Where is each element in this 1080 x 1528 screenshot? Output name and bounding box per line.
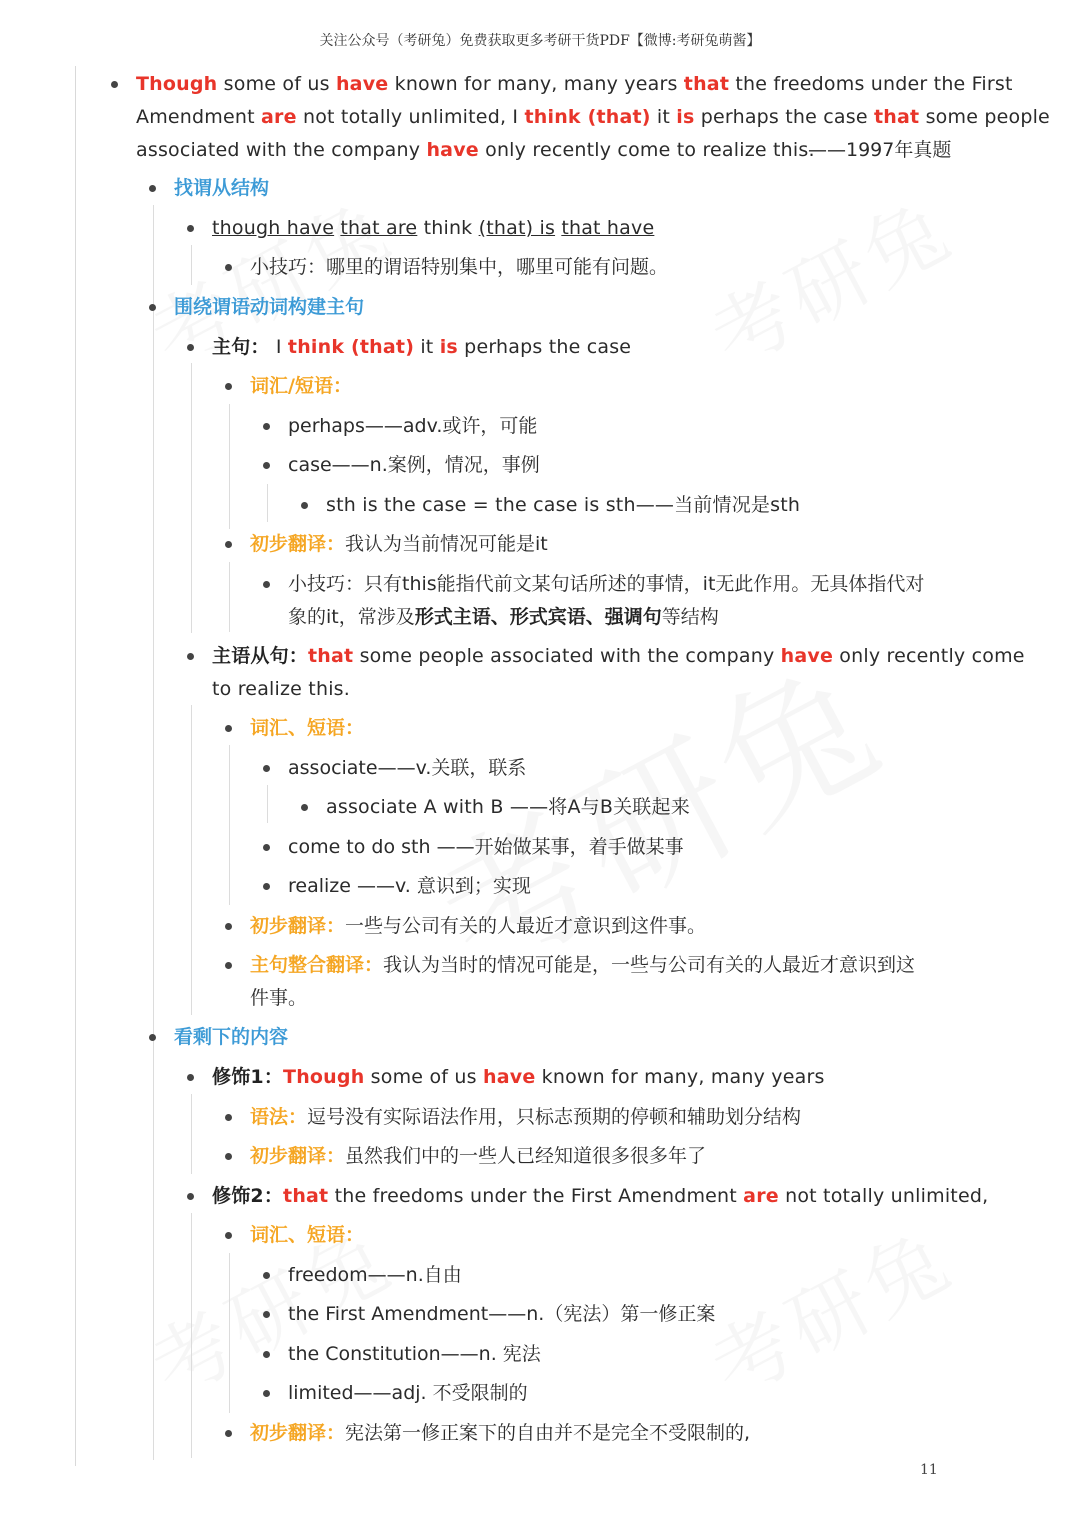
label: 主句整合翻译： bbox=[250, 954, 384, 976]
sentence-line-2 bbox=[136, 101, 1050, 134]
keyword: that bbox=[283, 1185, 329, 1207]
keyword: think (that) bbox=[524, 106, 651, 128]
combined-translation-line-1 bbox=[250, 949, 915, 982]
text: 一些与公司有关的人最近才意识到这件事。 bbox=[345, 915, 707, 937]
bullet bbox=[225, 1232, 232, 1239]
indent-guide bbox=[267, 484, 268, 522]
main-clause bbox=[212, 331, 631, 364]
text: associated with the company bbox=[136, 139, 427, 161]
bullet bbox=[263, 1311, 270, 1318]
text: 我认为当时的情况可能是，一些与公司有关的人最近才意识到这 bbox=[383, 954, 916, 976]
bullet bbox=[225, 725, 232, 732]
page-header: 关注公众号（考研兔）免费获取更多考研干货PDF【微博:考研兔萌酱】 bbox=[319, 33, 761, 49]
bullet bbox=[187, 344, 194, 351]
vocab-item: freedom——n.自由 bbox=[288, 1264, 462, 1286]
combined-translation-line-2: 件事。 bbox=[250, 987, 308, 1009]
keyword: that bbox=[874, 106, 920, 128]
bullet bbox=[263, 581, 270, 588]
bullet bbox=[301, 502, 308, 509]
underlined-verbs: though have bbox=[212, 217, 335, 239]
bullet bbox=[225, 923, 232, 930]
bullet bbox=[225, 383, 232, 390]
bullet bbox=[301, 804, 308, 811]
indent-guide bbox=[229, 404, 230, 529]
text: perhaps the case bbox=[694, 106, 875, 128]
section-title: 看剩下的内容 bbox=[174, 1026, 289, 1048]
bullet bbox=[149, 1034, 156, 1041]
vocab-item: case——n.案例，情况，事例 bbox=[288, 454, 540, 476]
text: some people associated with the company bbox=[353, 645, 781, 667]
grammar-note bbox=[250, 1101, 801, 1134]
vocab-label: 词汇、短语： bbox=[250, 1224, 365, 1246]
keyword: are bbox=[261, 106, 297, 128]
text: some of us bbox=[364, 1066, 483, 1088]
text: it bbox=[414, 336, 440, 358]
bullet bbox=[225, 1153, 232, 1160]
bullet bbox=[263, 1272, 270, 1279]
indent-guide bbox=[267, 785, 268, 823]
bullet bbox=[263, 423, 270, 430]
modifier-2 bbox=[212, 1180, 988, 1213]
bullet bbox=[225, 264, 232, 271]
text: think bbox=[417, 217, 479, 239]
text: not totally unlimited, I bbox=[296, 106, 525, 128]
verb-structure bbox=[212, 212, 654, 245]
bullet bbox=[263, 883, 270, 890]
indent-guide bbox=[153, 205, 154, 1460]
label: 初步翻译： bbox=[250, 915, 346, 937]
bullet bbox=[263, 1390, 270, 1397]
bullet bbox=[225, 541, 232, 548]
bullet bbox=[263, 765, 270, 772]
keyword: have bbox=[780, 645, 834, 667]
bullet bbox=[149, 304, 156, 311]
label: 主句： bbox=[212, 336, 270, 358]
label: 初步翻译： bbox=[250, 1145, 346, 1167]
vocab-item: come to do sth ——开始做某事，着手做某事 bbox=[288, 836, 684, 858]
label: 初步翻译： bbox=[250, 533, 346, 555]
text: I bbox=[269, 336, 288, 358]
underlined-verbs: that are bbox=[340, 217, 418, 239]
keyword: have bbox=[335, 73, 389, 95]
vocab-item: realize ——v. 意识到；实现 bbox=[288, 875, 531, 897]
keyword: think (that) bbox=[287, 336, 415, 358]
text: only recently come bbox=[833, 645, 1025, 667]
label: 主语从句： bbox=[212, 645, 309, 667]
tip: 小技巧：哪里的谓语特别集中，哪里可能有问题。 bbox=[250, 256, 669, 278]
bullet bbox=[263, 1351, 270, 1358]
underlined-verbs: (that) is bbox=[478, 217, 556, 239]
indent-guide bbox=[191, 1213, 192, 1458]
bullet bbox=[187, 225, 194, 232]
vocab-subitem: sth is the case = the case is sth——当前情况是sth bbox=[326, 494, 801, 516]
text: 虽然我们中的一些人已经知道很多很多年了 bbox=[345, 1145, 707, 1167]
text: the freedoms under the First Amendment bbox=[328, 1185, 744, 1207]
text: 我认为当前情况可能是it bbox=[345, 533, 548, 555]
page-number: 11 bbox=[920, 1462, 938, 1478]
keyword: Though bbox=[136, 73, 218, 95]
vocab-item: limited——adj. 不受限制的 bbox=[288, 1382, 528, 1404]
text: some people bbox=[919, 106, 1050, 128]
text: 象的it，常涉及 bbox=[288, 606, 415, 628]
indent-guide bbox=[229, 562, 230, 632]
tip-line-2 bbox=[288, 601, 719, 634]
translation bbox=[250, 528, 548, 561]
vocab-label: 词汇、短语： bbox=[250, 717, 365, 739]
label: 修饰2： bbox=[212, 1185, 284, 1207]
keyword: Though bbox=[283, 1066, 365, 1088]
text: 等结构 bbox=[661, 606, 719, 628]
bullet bbox=[225, 962, 232, 969]
text: known for many, many years bbox=[388, 73, 684, 95]
bullet bbox=[187, 1193, 194, 1200]
text: known for many, many years bbox=[535, 1066, 825, 1088]
keyword: are bbox=[743, 1185, 779, 1207]
text: 逗号没有实际语法作用，只标志预期的停顿和辅助划分结构 bbox=[307, 1106, 802, 1128]
indent-guide bbox=[191, 1094, 192, 1174]
bullet bbox=[225, 1114, 232, 1121]
underlined-verbs: that have bbox=[561, 217, 655, 239]
vocab-item: perhaps——adv.或许，可能 bbox=[288, 415, 538, 437]
indent-guide bbox=[191, 705, 192, 1015]
label: 语法： bbox=[250, 1106, 308, 1128]
bullet bbox=[111, 81, 118, 88]
vocab-item: the First Amendment——n.（宪法）第一修正案 bbox=[288, 1303, 716, 1325]
section-title: 找谓从结构 bbox=[174, 177, 270, 199]
translation bbox=[250, 1140, 706, 1173]
sentence-line-1 bbox=[136, 68, 1013, 101]
section-title: 围绕谓语动词构建主句 bbox=[174, 296, 365, 318]
bullet bbox=[187, 1074, 194, 1081]
text: only recently come to realize this. bbox=[478, 139, 815, 161]
indent-guide bbox=[191, 245, 192, 285]
bullet bbox=[149, 185, 156, 192]
text: some of us bbox=[217, 73, 336, 95]
bullet bbox=[263, 462, 270, 469]
text: Amendment bbox=[136, 106, 262, 128]
text: 宪法第一修正案下的自由并不是完全不受限制的, bbox=[345, 1422, 751, 1444]
text: perhaps the case bbox=[457, 336, 632, 358]
sentence-line-3 bbox=[136, 134, 815, 167]
keyword: have bbox=[482, 1066, 536, 1088]
keyword: have bbox=[426, 139, 479, 161]
bullet bbox=[187, 653, 194, 660]
keyword: that bbox=[683, 73, 730, 95]
text: not totally unlimited, bbox=[778, 1185, 989, 1207]
subject-clause-line-1 bbox=[212, 640, 1025, 673]
modifier-1 bbox=[212, 1061, 825, 1094]
indent-guide bbox=[191, 363, 192, 633]
indent-guide bbox=[229, 745, 230, 905]
keyword: is bbox=[676, 106, 695, 128]
keyword: that bbox=[308, 645, 354, 667]
vocab-label: 词汇/短语： bbox=[250, 375, 352, 397]
text: the freedoms under the First bbox=[729, 73, 1013, 95]
sentence-source: ——1997年真题 bbox=[808, 139, 952, 161]
emphasis: 形式主语、形式宾语、强调句 bbox=[414, 606, 662, 628]
vocab-item: the Constitution——n. 宪法 bbox=[288, 1343, 541, 1365]
bullet bbox=[263, 844, 270, 851]
label: 初步翻译： bbox=[250, 1422, 346, 1444]
indent-guide bbox=[229, 1253, 230, 1413]
text: it bbox=[650, 106, 677, 128]
keyword: is bbox=[439, 336, 458, 358]
tip-line-1: 小技巧：只有this能指代前文某句话所述的事情，it无此作用。无具体指代对 bbox=[288, 573, 925, 595]
translation bbox=[250, 910, 706, 943]
translation bbox=[250, 1417, 750, 1450]
vocab-item: associate——v.关联，联系 bbox=[288, 757, 527, 779]
bullet bbox=[225, 1430, 232, 1437]
label: 修饰1： bbox=[212, 1066, 284, 1088]
subject-clause-line-2: to realize this. bbox=[212, 678, 351, 700]
vocab-subitem: associate A with B ——将A与B关联起来 bbox=[326, 796, 690, 818]
